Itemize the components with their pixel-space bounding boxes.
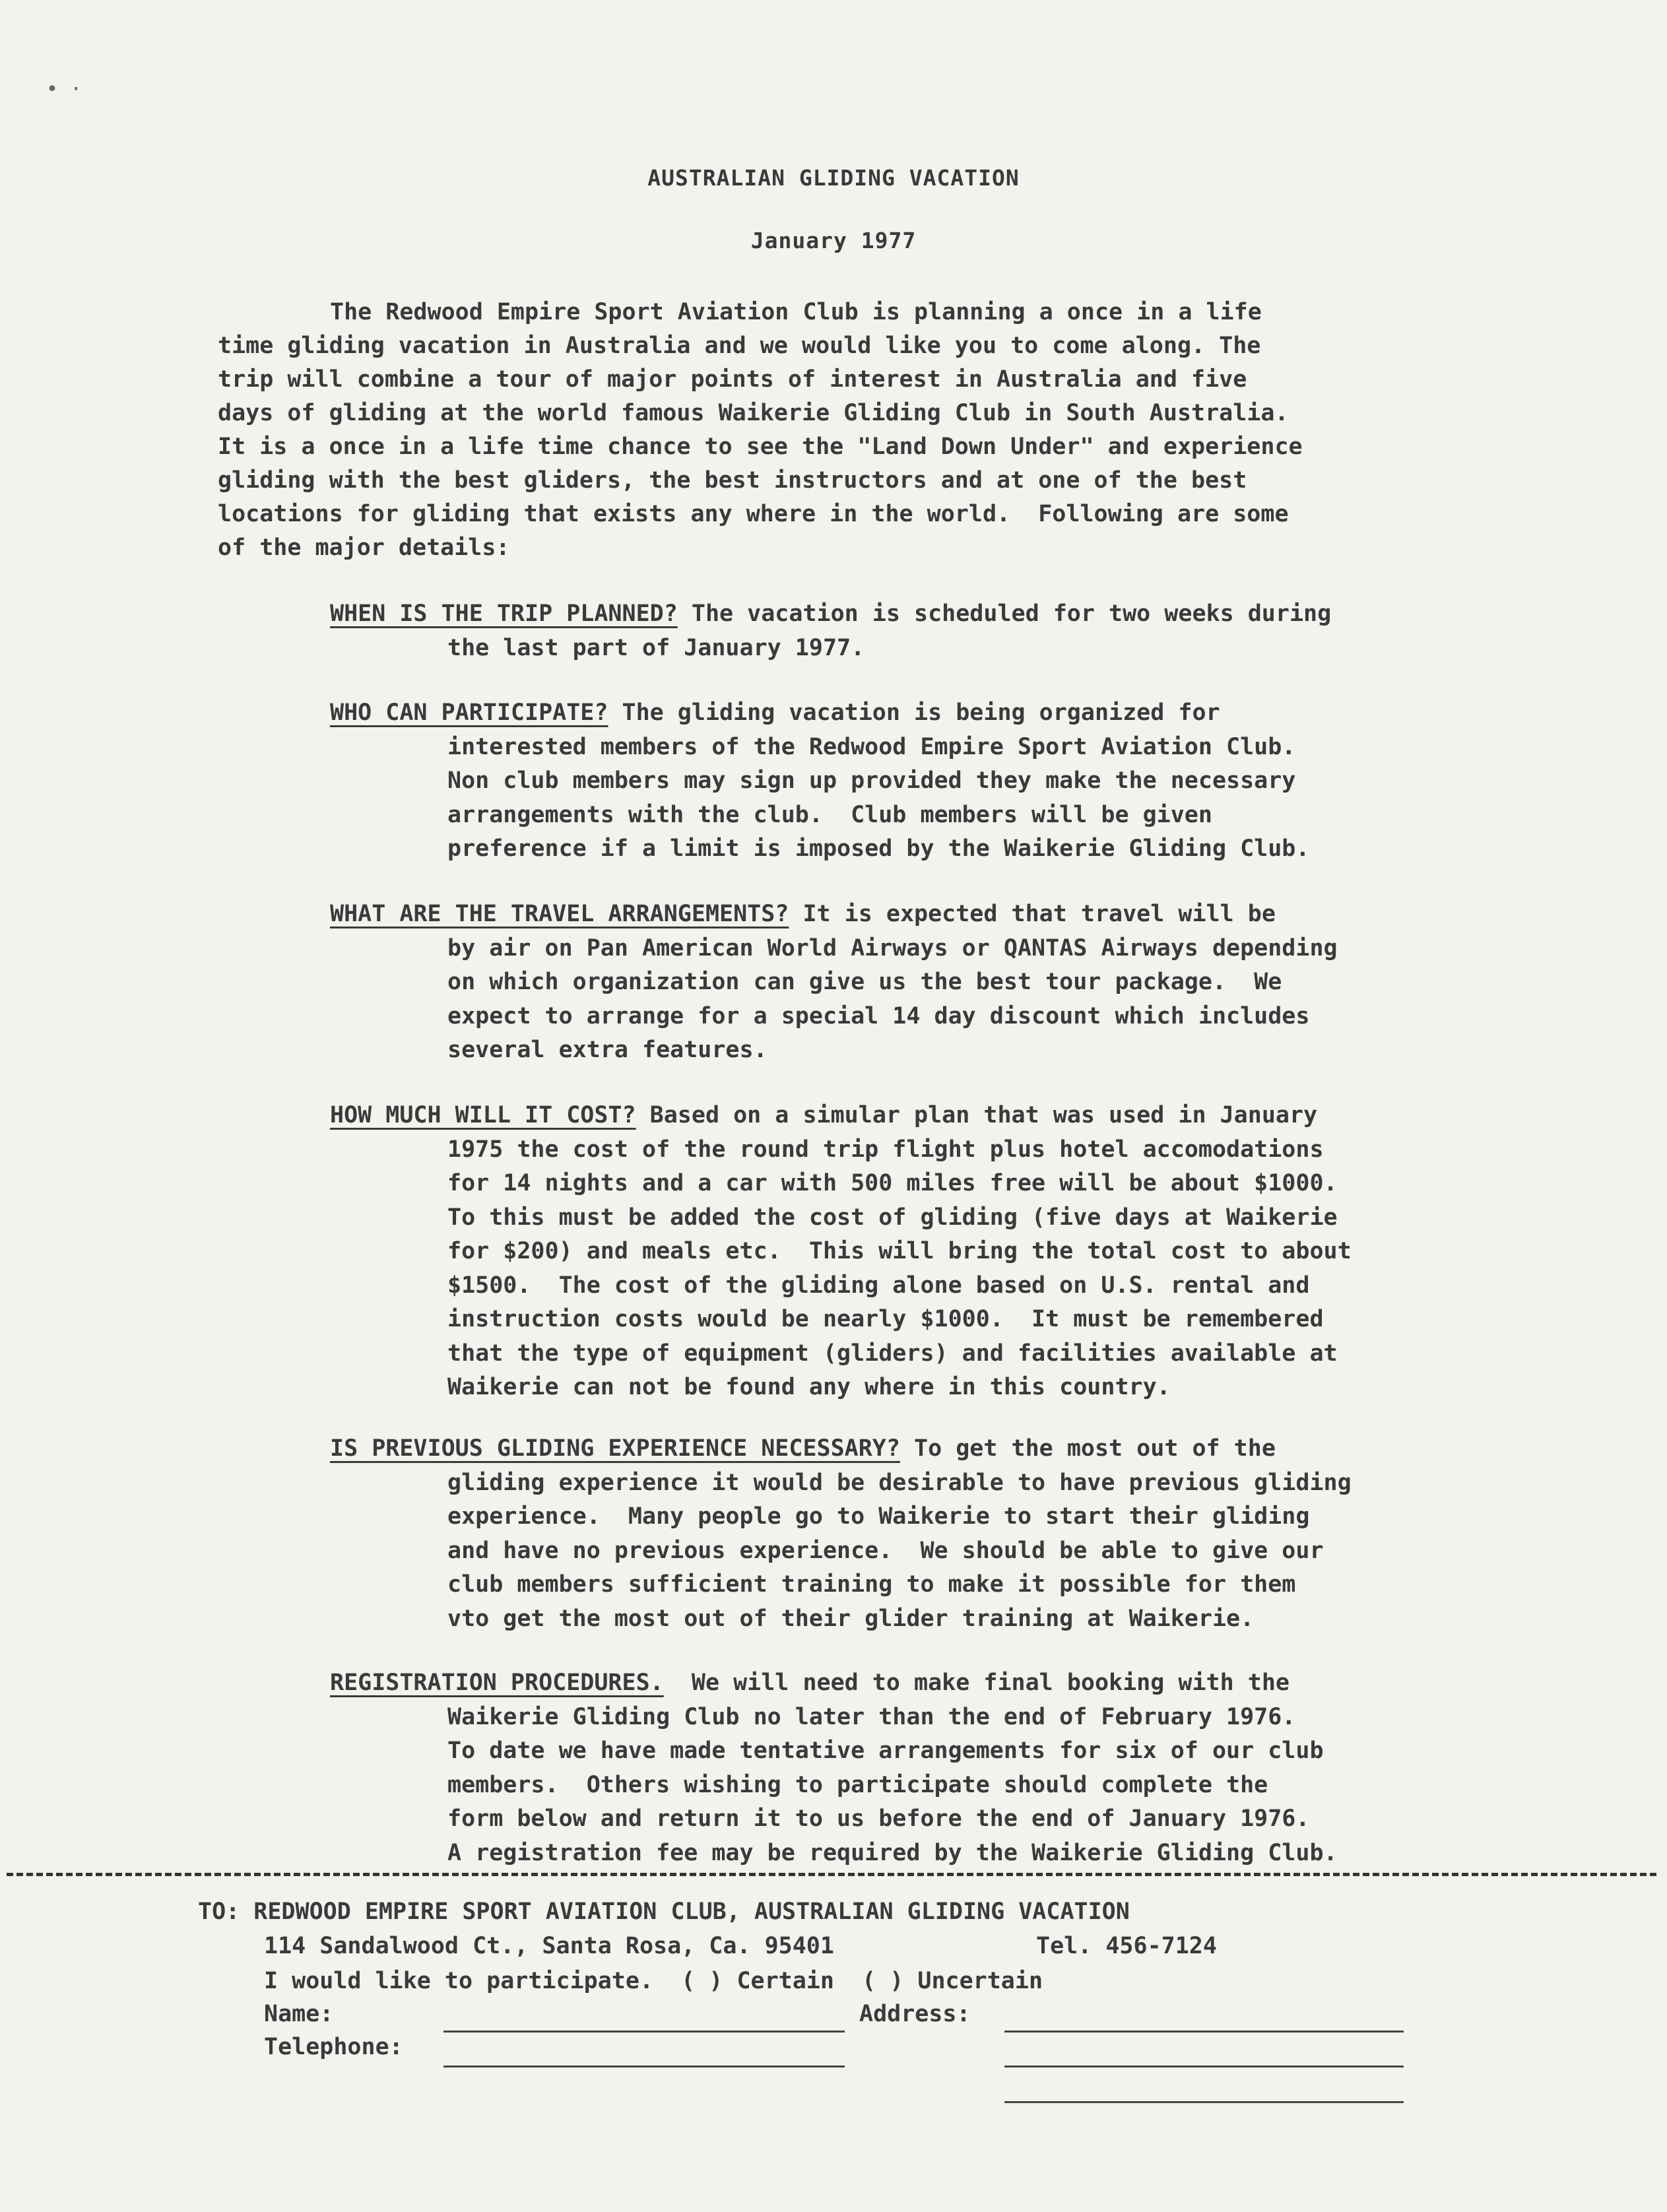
corner-mark: • ·	[46, 78, 82, 101]
detail-section	[330, 597, 1557, 665]
form-address: 114 Sandalwood Ct., Santa Rosa, Ca. 95401	[264, 1933, 834, 1959]
telephone-field[interactable]	[443, 2066, 845, 2067]
address-label: Address:	[859, 2001, 971, 2027]
form-to-line: TO: REDWOOD EMPIRE SPORT AVIATION CLUB, AUSTRALIAN GLIDING VACATION	[198, 1899, 1130, 1925]
section-line: on which organization can give us the best tour package. We	[447, 969, 1282, 995]
intro-line: The Redwood Empire Sport Aviation Club is planning a once in a life	[330, 299, 1262, 325]
intro-line: trip will combine a tour of major points of interest in Australia and five	[218, 366, 1247, 393]
intro-line: It is a once in a life time chance to see the "Land Down Under" and experience	[218, 434, 1303, 460]
address-field-line-1[interactable]	[1004, 2031, 1404, 2033]
section-line: $1500. The cost of the gliding alone based on U.S. rental and	[447, 1272, 1310, 1299]
detail-section	[330, 1432, 1557, 1636]
section-heading: IS PREVIOUS GLIDING EXPERIENCE NECESSARY?	[330, 1435, 900, 1462]
intro-line: of the major details:	[218, 535, 510, 561]
section-line: Waikerie Gliding Club no later than the end of February 1976.	[447, 1703, 1296, 1730]
section-line: gliding experience it would be desirable to have previous gliding	[447, 1469, 1352, 1496]
section-line: interested members of the Redwood Empire Sport Aviation Club.	[447, 733, 1296, 760]
section-line: and have no previous experience. We should be able to give our	[447, 1537, 1324, 1564]
section-line: To date we have made tentative arrangements for six of our club	[447, 1738, 1324, 1764]
detail-section	[330, 897, 1557, 1068]
section-line: club members sufficient training to make it possible for them	[447, 1571, 1296, 1598]
section-first-line	[330, 1432, 1557, 1466]
participate-options: I would like to participate. ( ) Certain ( ) Uncertain	[264, 1968, 1043, 1994]
section-line: A registration fee may be required by the Waikerie Gliding Club.	[447, 1839, 1338, 1866]
form-telephone-number: Tel. 456-7124	[1036, 1933, 1217, 1959]
section-first-line	[330, 1099, 1557, 1133]
section-text: The gliding vacation is being organized for	[608, 699, 1220, 726]
section-line: that the type of equipment (gliders) and facilities available at	[447, 1340, 1338, 1367]
section-line: Waikerie can not be found any where in this country.	[447, 1374, 1171, 1400]
detail-section	[330, 1666, 1557, 1870]
address-field-line-3[interactable]	[1004, 2101, 1404, 2103]
intro-line: time gliding vacation in Australia and we would like you to come along. The	[218, 333, 1261, 359]
section-line: members. Others wishing to participate should complete the	[447, 1771, 1268, 1798]
telephone-label: Telephone:	[264, 2034, 403, 2060]
section-heading: WHAT ARE THE TRAVEL ARRANGEMENTS?	[330, 901, 789, 927]
document-date: January 1977	[750, 228, 917, 253]
section-line: instruction costs would be nearly $1000. It must be remembered	[447, 1306, 1324, 1332]
intro-line: gliding with the best gliders, the best instructors and at one of the best	[218, 467, 1247, 494]
section-text: To get the most out of the	[899, 1435, 1276, 1462]
section-line: the last part of January 1977.	[447, 634, 865, 661]
section-text: We will need to make final booking with the	[663, 1670, 1290, 1696]
section-text: The vacation is scheduled for two weeks during	[677, 601, 1332, 627]
section-line: several extra features.	[447, 1037, 768, 1063]
section-heading: WHO CAN PARTICIPATE?	[330, 699, 608, 726]
section-line: for $200) and meals etc. This will bring the total cost to about	[447, 1238, 1352, 1264]
section-first-line	[330, 696, 1557, 731]
detail-section	[330, 696, 1557, 866]
section-line: expect to arrange for a special 14 day discount which includes	[447, 1002, 1310, 1029]
document-title: AUSTRALIAN GLIDING VACATION	[647, 165, 1020, 191]
section-line: for 14 nights and a car with 500 miles free will be about $1000.	[447, 1170, 1338, 1196]
section-first-line	[330, 897, 1557, 932]
section-line: by air on Pan American World Airways or QANTAS Airways depending	[447, 934, 1338, 961]
section-line: arrangements with the club. Club members will be given	[447, 801, 1212, 828]
section-line: experience. Many people go to Waikerie to start their gliding	[447, 1503, 1310, 1530]
section-line: 1975 the cost of the round trip flight plus hotel accomodations	[447, 1136, 1324, 1163]
name-label: Name:	[264, 2001, 334, 2027]
section-heading: REGISTRATION PROCEDURES.	[330, 1670, 664, 1696]
section-line: form below and return it to us before the end of January 1976.	[447, 1805, 1310, 1832]
section-first-line	[330, 1666, 1557, 1701]
intro-line: days of gliding at the world famous Waikerie Gliding Club in South Australia.	[218, 400, 1289, 426]
intro-line: locations for gliding that exists any where in the world. Following are some	[218, 501, 1289, 527]
section-heading: WHEN IS THE TRIP PLANNED?	[330, 601, 678, 627]
intro-paragraph	[218, 296, 1524, 565]
section-line: preference if a limit is imposed by the Waikerie Gliding Club.	[447, 835, 1310, 862]
section-first-line	[330, 597, 1557, 632]
section-text: It is expected that travel will be	[789, 901, 1276, 927]
section-line: To this must be added the cost of gliding (five days at Waikerie	[447, 1204, 1338, 1231]
section-text: Based on a simular plan that was used in January	[636, 1102, 1318, 1128]
section-heading: HOW MUCH WILL IT COST?	[330, 1102, 636, 1128]
section-line: vto get the most out of their glider training at Waikerie.	[447, 1605, 1255, 1632]
cut-line	[7, 1873, 1656, 1876]
name-field[interactable]	[443, 2031, 845, 2033]
detail-section	[330, 1099, 1557, 1405]
section-line: Non club members may sign up provided they make the necessary	[447, 767, 1296, 794]
address-field-line-2[interactable]	[1004, 2066, 1404, 2067]
